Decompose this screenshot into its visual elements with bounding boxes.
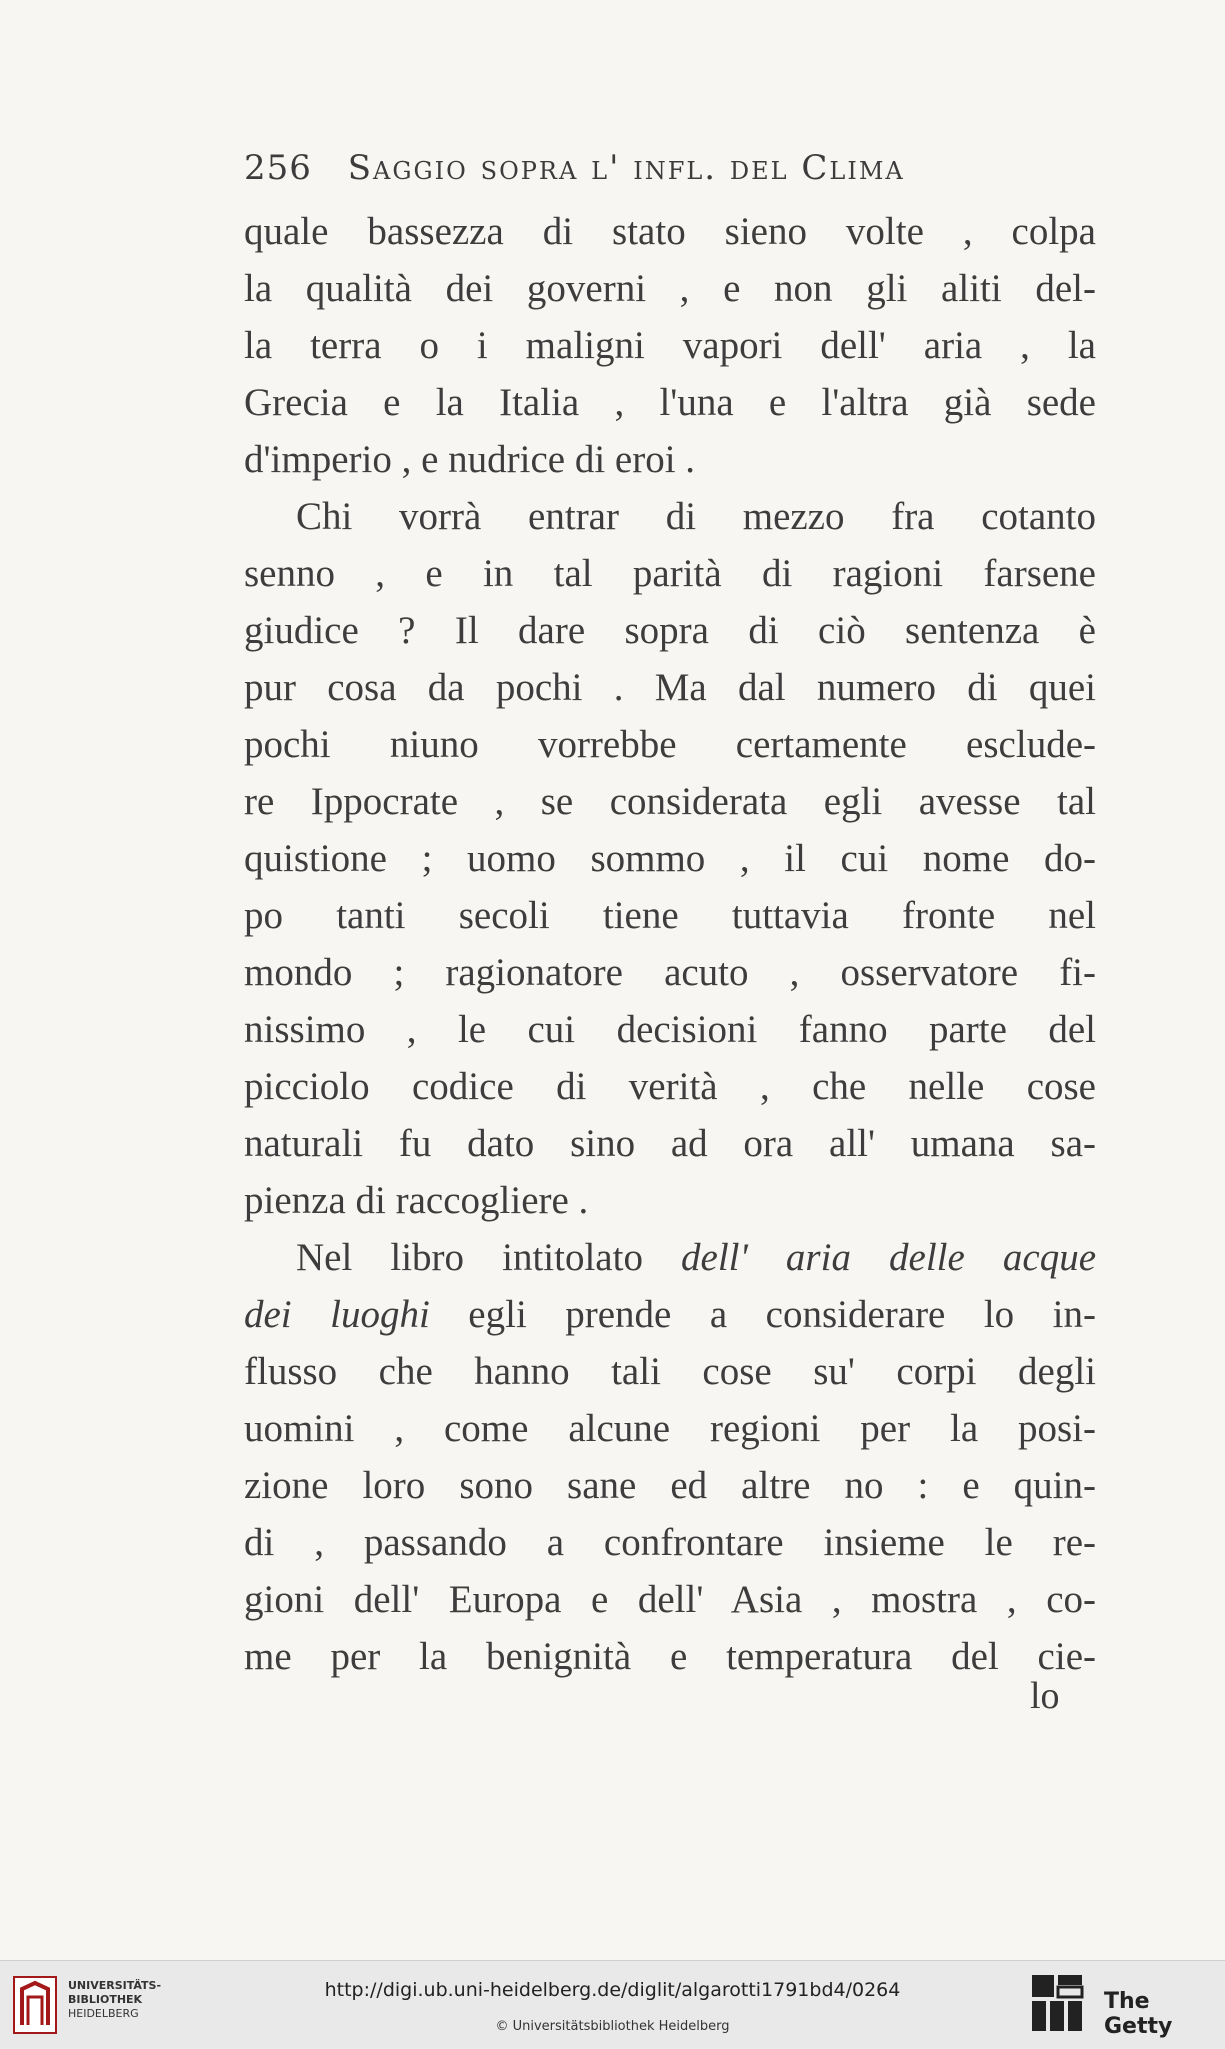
text-line: mondo ; ragionatore acuto , osservatore fi- <box>244 951 1096 994</box>
text-line: Grecia e la Italia , l'una e l'altra già sede <box>244 381 1096 424</box>
text-line: giudice ? Il dare sopra di ciò sentenza è <box>244 609 1096 652</box>
running-header <box>244 148 1096 188</box>
text-line: zione loro sono sane ed altre no : e quin- <box>244 1464 1096 1507</box>
copyright-notice: © Universitätsbibliothek Heidelberg <box>495 2019 730 2034</box>
text-line: picciolo codice di verità , che nelle cose <box>244 1065 1096 1108</box>
text-line: di , passando a confrontare insieme le re- <box>244 1521 1096 1564</box>
getty-logo-icon[interactable] <box>1030 1973 1086 2035</box>
text-line: dei luoghi egli prende a considerare lo in- <box>244 1293 1096 1336</box>
text-line: me per la benignità e temperatura del cie- <box>244 1635 1096 1678</box>
text-line: quistione ; uomo sommo , il cui nome do- <box>244 837 1096 880</box>
text-line: pochi niuno vorrebbe certamente esclude- <box>244 723 1096 766</box>
text-line: Chi vorrà entrar di mezzo fra cotanto <box>296 495 1096 538</box>
catchword: lo <box>1030 1675 1060 1717</box>
running-title: Saggio sopra l' infl. del Clima <box>347 148 905 188</box>
library-name-line: BIBLIOTHEK <box>68 1993 143 2006</box>
text-line: po tanti secoli tiene tuttavia fronte nel <box>244 894 1096 937</box>
text-line: re Ippocrate , se considerata egli avesse tal <box>244 780 1096 823</box>
text-line: quale bassezza di stato sieno volte , colpa <box>244 210 1096 253</box>
nel-line-start: Nel libro intitolato <box>296 1236 682 1279</box>
text-line: la terra o i maligni vapori dell' aria , la <box>244 324 1096 367</box>
text-line-nel <box>244 1229 1096 1287</box>
italic-title-end: dei luoghi <box>244 1293 430 1336</box>
text-line: gioni dell' Europa e dell' Asia , mostra , co- <box>244 1578 1096 1621</box>
text-line: nissimo , le cui decisioni fanno parte del <box>244 1008 1096 1051</box>
text-line: uomini , come alcune regioni per la posi- <box>244 1407 1096 1450</box>
text-line: naturali fu dato sino ad ora all' umana sa- <box>244 1122 1096 1165</box>
viewer-footer <box>0 1960 1225 2049</box>
text-line: flusso che hanno tali cose su' corpi degli <box>244 1350 1096 1393</box>
text-line: pur cosa da pochi . Ma dal numero di quei <box>244 666 1096 709</box>
library-name-line: HEIDELBERG <box>68 2007 139 2020</box>
getty-name: The Getty <box>1104 1989 1173 2039</box>
permalink-url[interactable]: http://digi.ub.uni-heidelberg.de/diglit/algarotti1791bd4/0264 <box>324 1979 901 2001</box>
text-line: senno , e in tal parità di ragioni farsene <box>244 552 1096 595</box>
text-line: la qualità dei governi , e non gli aliti del- <box>244 267 1096 310</box>
text-line: pienza di raccogliere . <box>244 1179 589 1222</box>
text-line: d'imperio , e nudrice di eroi . <box>244 438 696 481</box>
page-number: 256 <box>244 148 312 188</box>
nel-line-italic: dell' aria delle acque <box>681 1236 1097 1279</box>
library-name-line: UNIVERSITÄTS- <box>68 1979 162 1992</box>
